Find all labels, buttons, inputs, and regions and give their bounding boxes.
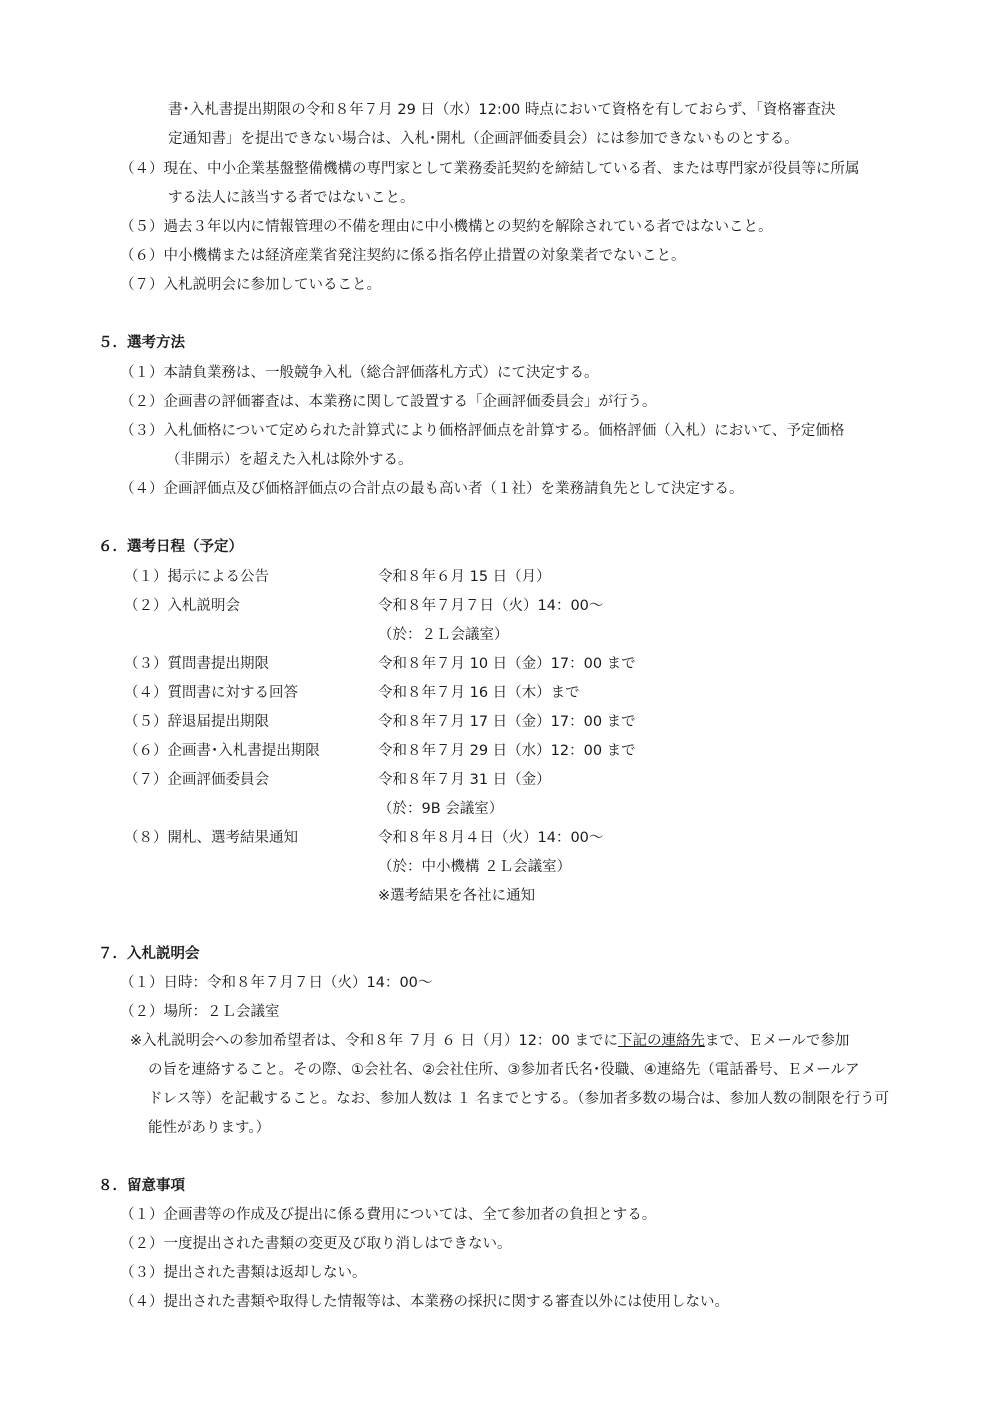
schedule-label: （５）辞退届提出期限 <box>124 714 269 730</box>
schedule-label: （２）入札説明会 <box>124 598 240 614</box>
sec8-item-2: （２）一度提出された書類の変更及び取り消しはできない。 <box>120 1236 512 1252</box>
schedule-value: 令和８年７月７日（火）14：00～ <box>378 598 604 614</box>
sec7-note-line-4: 能性があります。） <box>148 1120 271 1136</box>
intro-item-4a: （４）現在、中小企業基盤整備機構の専門家として業務委託契約を締結している者、または専門家が役員等に所属 <box>120 161 860 177</box>
intro-line-1: 書･入札書提出期限の令和８年７月 29 日（水）12:00 時点において資格を有しておらず、「資格審査決 <box>168 102 836 118</box>
schedule-venue: （於：中小機構 ２Ｌ会議室） <box>378 859 572 875</box>
sec8-item-4: （４）提出された書類や取得した情報等は、本業務の採択に関する審査以外には使用しない。 <box>120 1294 729 1310</box>
section-6-heading: ６．選考日程（予定） <box>98 539 243 555</box>
schedule-note: ※選考結果を各社に通知 <box>378 888 536 904</box>
sec8-item-3: （３）提出された書類は返却しない。 <box>120 1265 367 1281</box>
section-7-heading: ７．入札説明会 <box>98 946 200 962</box>
sec5-item-2: （２）企画書の評価審査は、本業務に関して設置する「企画評価委員会」が行う。 <box>120 394 657 410</box>
schedule-label: （３）質問書提出期限 <box>124 656 269 672</box>
schedule-label: （７）企画評価委員会 <box>124 772 269 788</box>
sec7-note-line-3: ドレス等）を記載すること。なお、参加人数は １ 名までとする。（参加者多数の場合は、参加人数の制限を行う可 <box>148 1091 890 1107</box>
section-5-heading: ５．選考方法 <box>98 335 185 351</box>
sec5-item-1: （１）本請負業務は、一般競争入札（総合評価落札方式）にて決定する。 <box>120 365 599 381</box>
schedule-venue: （於：２Ｌ会議室） <box>378 627 509 643</box>
schedule-venue: （於：9B 会議室） <box>378 801 504 817</box>
schedule-label: （６）企画書･入札書提出期限 <box>124 743 320 759</box>
intro-item-6: （６）中小機構または経済産業省発注契約に係る指名停止措置の対象業者でないこと。 <box>120 248 686 264</box>
sec7-note-line-1 <box>130 1031 849 1051</box>
schedule-value: 令和８年７月 29 日（水）12：00 まで <box>378 743 636 759</box>
schedule-value: 令和８年７月 10 日（金）17：00 まで <box>378 656 636 672</box>
schedule-value: 令和８年８月４日（火）14：00～ <box>378 830 604 846</box>
schedule-label: （４）質問書に対する回答 <box>124 685 298 701</box>
intro-item-5: （５）過去３年以内に情報管理の不備を理由に中小機構との契約を解除されている者ではないこと。 <box>120 219 773 235</box>
intro-line-2: 定通知書」を提出できない場合は、入札･開札（企画評価委員会）には参加できないものとする。 <box>168 131 799 147</box>
intro-item-7: （７）入札説明会に参加していること。 <box>120 277 381 293</box>
schedule-value: 令和８年７月 17 日（金）17：00 まで <box>378 714 636 730</box>
schedule-label: （１）掲示による公告 <box>124 569 269 585</box>
sec7-note-line-2: の旨を連絡すること。その際、①会社名、②会社住所、③参加者氏名･役職、④連絡先（電話番号、Ｅメールア <box>148 1062 860 1078</box>
sec7-item-2: （２）場所：２Ｌ会議室 <box>120 1004 280 1020</box>
sec5-item-3a: （３）入札価格について定められた計算式により価格評価点を計算する。価格評価（入札）において、予定価格 <box>120 423 845 439</box>
contact-reference-link[interactable]: 下記の連絡先 <box>618 1033 705 1049</box>
schedule-value: 令和８年６月 15 日（月） <box>378 569 551 585</box>
schedule-value: 令和８年７月 31 日（金） <box>378 772 551 788</box>
section-8-heading: ８．留意事項 <box>98 1178 185 1194</box>
sec8-item-1: （１）企画書等の作成及び提出に係る費用については、全て参加者の負担とする。 <box>120 1207 657 1223</box>
sec7-item-1: （１）日時：令和８年７月７日（火）14：00～ <box>120 975 433 991</box>
schedule-label: （８）開札、選考結果通知 <box>124 830 298 846</box>
sec7-note-text: まで、Ｅメールで参加 <box>705 1033 850 1049</box>
sec7-note-text: ※入札説明会への参加希望者は、令和８年 ７月 ６ 日（月）12：00 までに <box>130 1033 618 1049</box>
sec5-item-4: （４）企画評価点及び価格評価点の合計点の最も高い者（１社）を業務請負先として決定する。 <box>120 481 744 497</box>
schedule-value: 令和８年７月 16 日（木）まで <box>378 685 580 701</box>
intro-item-4b: する法人に該当する者ではないこと。 <box>168 190 415 206</box>
sec5-item-3b: （非開示）を超えた入札は除外する。 <box>166 452 413 468</box>
